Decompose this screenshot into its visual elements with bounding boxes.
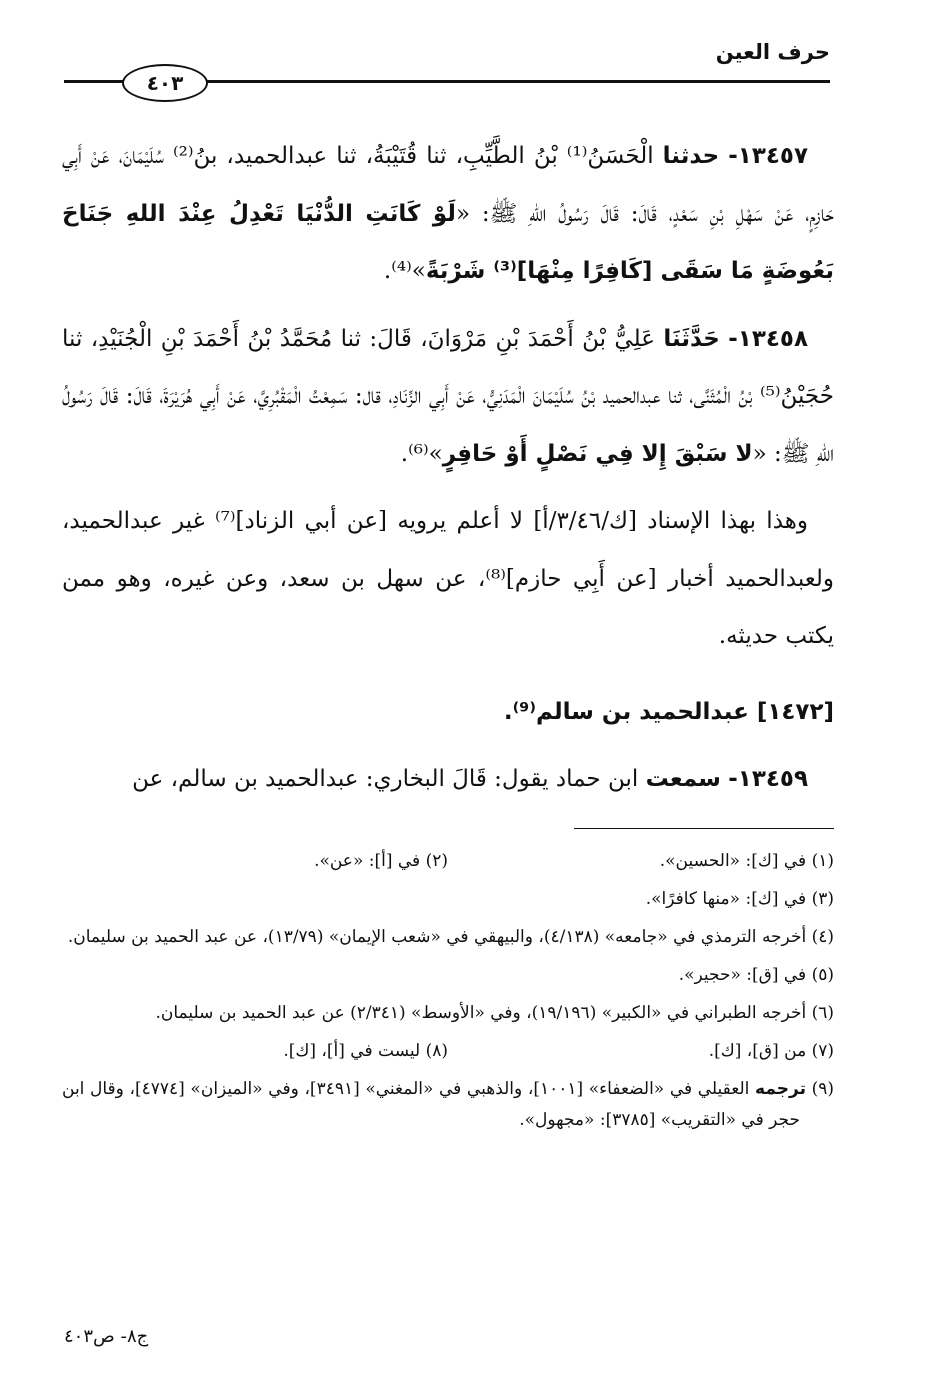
footnote-row — [62, 1036, 834, 1067]
footnote-6: (٦) أخرجه الطبراني في «الكبير» (١٩/١٩٦)، وفي «الأوسط» (٢/٣٤١) عن عبد الحميد بن سليمان. — [155, 1003, 834, 1023]
entry-text: ابن حماد يقول: قَالَ البخاري: عبدالحميد بن سالم، عن — [132, 766, 639, 792]
hadith-text: لا سَبْقَ إِلا فِي نَصْلٍ أَوْ حَافِرٍ — [442, 440, 753, 467]
footnote-8: (٨) ليست في [أ]، [ك]. — [283, 1041, 448, 1061]
entry-text: عَلِيُّ بْنُ أَحْمَدَ بْنِ مَرْوَانَ، قَالَ: ثنا مُحَمَّدُ بْنُ أَحْمَدَ بْنِ الْجُنَيْدِ، ثنا حُجَيْنُ⁽⁵⁾ بْنُ الْمُثَنَّى، ثنا عبدالحميد بْنُ سُلَيْمَانَ الْمَدَنِيُّ، عَنْ أَبِي الزِّنَادِ، قال: سَمِعْتُ الْمَقْبُرِيَّ، عَنْ أَبِي هُرَيْرَةَ، قَالَ: قَالَ رَسُولُ اللهِ ﷺ: « — [62, 325, 834, 467]
footnotes — [62, 846, 834, 1143]
footnote-9 — [62, 1074, 834, 1136]
chapter-title: حرف العين — [715, 40, 830, 64]
footnote-3: (٣) في [ك]: «منها كافرًا». — [645, 889, 834, 909]
entry-text: الْحَسَنُ⁽¹⁾ بْنُ الطَّيِّبِ، ثنا قُتَيْبَةُ، ثنا عبدالحميد، بنُ⁽²⁾ سُلَيْمَانَ، عَنْ أَبِي حَازِمٍ، عَنْ سَهْلِ بْنِ سَعْدٍ، قَالَ: قَالَ رَسُولُ اللهِ ﷺ: « — [62, 143, 835, 227]
footnote-text: العقيلي في «الضعفاء» [١٠٠١]، والذهبي في «المغني» [٣٤٩١]، وفي «الميزان» [٤٧٧٤]، وقال ابن حجر في «التقريب» [٣٧٨٥]: «مجهول». — [62, 1079, 800, 1130]
entry-end: »⁽⁴⁾. — [383, 258, 426, 284]
footnote-row — [62, 846, 834, 877]
entry-13457 — [62, 128, 834, 301]
footnote-4: (٤) أخرجه الترمذي في «جامعه» (٤/١٣٨)، والبيهقي في «شعب الإيمان» (١٣/٧٩)، عن عبد الحميد بن سليمان. — [67, 927, 834, 947]
main-text — [62, 128, 834, 819]
entry-number: ١٣٤٥٩- — [728, 766, 808, 792]
footnote-1: (١) في [ك]: «الحسين». — [659, 851, 834, 871]
footnote-label: (٩) — [811, 1079, 835, 1099]
footnote-keyword: ترجمه — [755, 1079, 806, 1099]
entry-number: ١٣٤٥٨- — [728, 325, 808, 352]
entry-end: »⁽⁶⁾. — [400, 440, 443, 467]
commentary: وهذا بهذا الإسناد [ك/٣/٤٦/أ] لا أعلم يرويه [عن أبي الزناد]⁽⁷⁾ غير عبدالحميد، ولعبدالحميد أخبار [عن أَبِي حازم]⁽⁸⁾، عن سهل بن سعد، وعن غيره، وهو ممن يكتب حديثه. — [62, 508, 834, 649]
hadith-text: لَوْ كَانَتِ الدُّنْيَا تَعْدِلُ عِنْدَ اللهِ جَنَاحَ بَعُوضَةٍ مَا سَقَى [كَافِرًا مِنْهَا]⁽³⁾ شَرْبَةً — [62, 200, 834, 284]
entry-keyword: سمعت — [645, 766, 721, 792]
footnote-rule — [574, 828, 834, 829]
page-number-badge: ٤٠٣ — [122, 64, 208, 102]
biography-heading: [١٤٧٢] عبدالحميد بن سالم⁽⁹⁾. — [503, 698, 834, 725]
volume-page-reference: ج٨- ص٤٠٣ — [64, 1326, 149, 1347]
entry-13458 — [62, 311, 834, 484]
entry-number: ١٣٤٥٧- — [728, 143, 808, 169]
footnote-7: (٧) من [ق]، [ك]. — [708, 1041, 834, 1061]
entry-keyword: حدثنا — [662, 143, 720, 169]
footnote-5: (٥) في [ق]: «حجير». — [678, 965, 834, 985]
entry-13459 — [62, 751, 834, 809]
footnote-2: (٢) في [أ]: «عن». — [314, 851, 448, 871]
entry-keyword: حَدَّثَنَا — [663, 325, 720, 352]
